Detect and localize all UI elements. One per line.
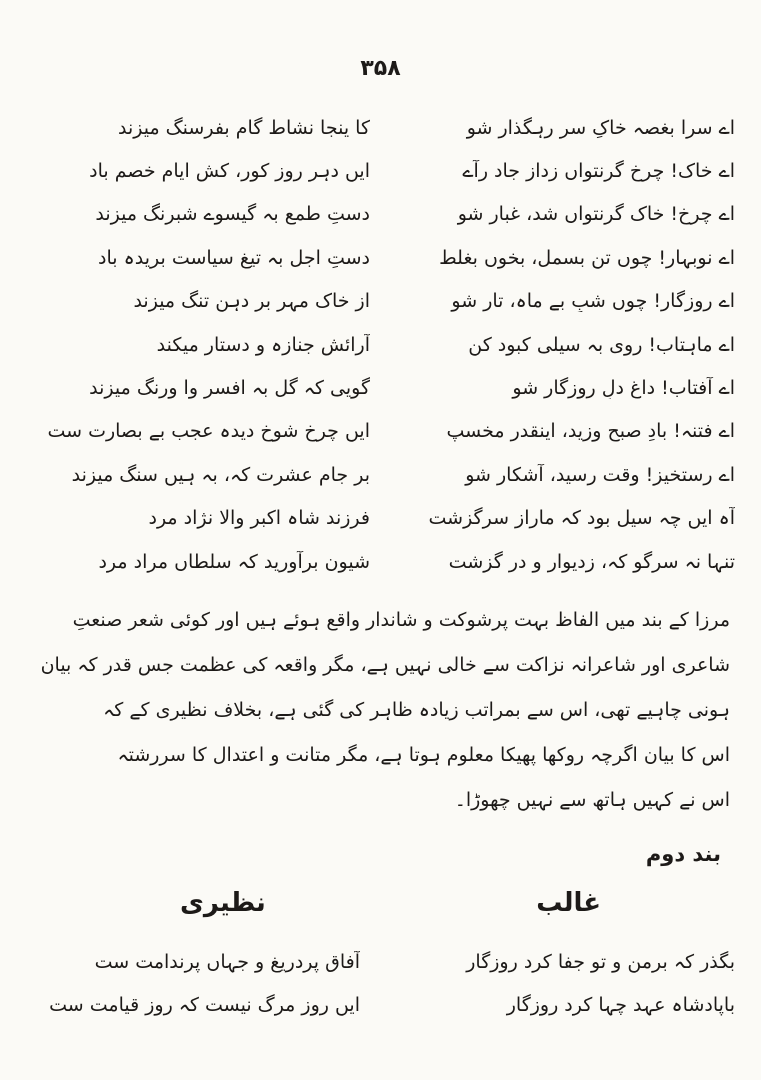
misra-left: ایں چرخ شوخ دیدہ عجب بے بصارت ست	[47, 420, 370, 443]
misra-left: ایں روز مرگ نیست کہ روزِ قیامت ست	[49, 993, 360, 1016]
misra-right: اے آفتاب! داغ دلِ روزگار شو	[512, 377, 735, 400]
comparison-couplets	[30, 940, 735, 1026]
poet-name-ghalib: غالب	[536, 888, 601, 918]
couplet-row	[30, 323, 735, 366]
page-number: ۳۵۸	[360, 56, 401, 81]
couplet-row	[30, 366, 735, 409]
couplet-row	[30, 453, 735, 496]
couplet-row	[30, 540, 735, 583]
couplet-row	[30, 983, 735, 1026]
couplet-row	[30, 149, 735, 192]
prose-line: شاعری اور شاعرانہ نزاکت سے خالی نہیں ہے، مگر واقعہ کی عظمت جس قدر کہ بیان	[40, 654, 730, 676]
misra-left: ایں دہر روز کور، کش ایام خصم باد	[89, 160, 370, 183]
misra-right: تنہا نہ سرگو کہ، زدیوار و در گزشت	[448, 550, 735, 573]
misra-left: گویی کہ گل بہ افسر وا ورنگ میزند	[89, 377, 370, 400]
misra-right: اے سرا بغصہ خاکِ سرِ رہگذار شو	[466, 116, 735, 139]
prose-line: مرزا کے بند میں الفاظ بہت پرشوکت و شاندار واقع ہوئے ہیں اور کوئی شعر صنعتِ	[72, 609, 730, 631]
misra-right: باپادشاہ عہد چہا کرد روزگار	[506, 993, 735, 1016]
prose-paragraph	[40, 598, 730, 823]
misra-right: اے ماہتاب! روی بہ سیلی کبود کن	[468, 333, 735, 356]
prose-line: اس نے کہیں ہاتھ سے نہیں چھوڑا۔	[454, 789, 730, 811]
misra-left: فرزند شاہ اکبر والا نژاد مرد	[148, 507, 370, 530]
prose-line: ہونی چاہیے تھی، اس سے بمراتب زیادہ ظاہر کی گئی ہے، بخلاف نظیری کے کہ	[103, 699, 730, 721]
misra-right: اے روزگار! چوں شبِ بے ماہ، تار شو	[451, 290, 735, 313]
couplet-row	[30, 193, 735, 236]
couplet-row	[30, 940, 735, 983]
misra-left: بر جام عشرت کہ، بہ ہیں سنگ میزند	[71, 463, 370, 486]
misra-left: آفاق پردریغ و جہاں پرندامت ست	[94, 950, 360, 973]
misra-left: دستِ اجل بہ تیغ سیاست بریدہ باد	[98, 246, 370, 269]
prose-line: اس کا بیان اگرچہ روکھا پھیکا معلوم ہوتا ہے، مگر متانت و اعتدال کا سررشتہ	[117, 744, 730, 766]
misra-left: کا ینجا نشاط گام بفرسنگ میزند	[117, 116, 370, 139]
couplet-row	[30, 236, 735, 279]
misra-left: دستِ طمع بہ گیسوے شبرنگ میزند	[95, 203, 370, 226]
couplet-list	[30, 106, 735, 583]
misra-left: شیون برآورید کہ سلطاں مراد مرد	[98, 550, 370, 573]
misra-right: بگذر کہ برمن و تو جفا کرد روزگار	[466, 950, 735, 973]
misra-right: آہ ایں چہ سیل بود کہ ماراز سرگزشت	[428, 507, 735, 530]
couplet-row	[30, 497, 735, 540]
section-heading: بند دوم	[645, 842, 721, 866]
couplet-row	[30, 106, 735, 149]
poet-name-naziri: نظیری	[180, 888, 266, 918]
misra-right: اے چرخ! خاک گرنتواں شد، غبار شو	[457, 203, 735, 226]
couplet-row	[30, 280, 735, 323]
misra-left: آرائش جنازہ و دستار میکند	[156, 333, 370, 356]
misra-left: از خاک مہر بر دہنِ تنگ میزند	[133, 290, 370, 313]
couplet-row	[30, 410, 735, 453]
misra-right: اے رستخیز! وقت رسید، آشکار شو	[465, 463, 735, 486]
misra-right: اے خاک! چرخ گرنتواں زداز جاد رآے	[462, 160, 735, 183]
misra-right: اے نوبہار! چوں تنِ بسمل، بخوں بغلط	[439, 246, 735, 269]
misra-right: اے فتنہ! بادِ صبح وزید، اینقدر مخسپ	[446, 420, 735, 443]
